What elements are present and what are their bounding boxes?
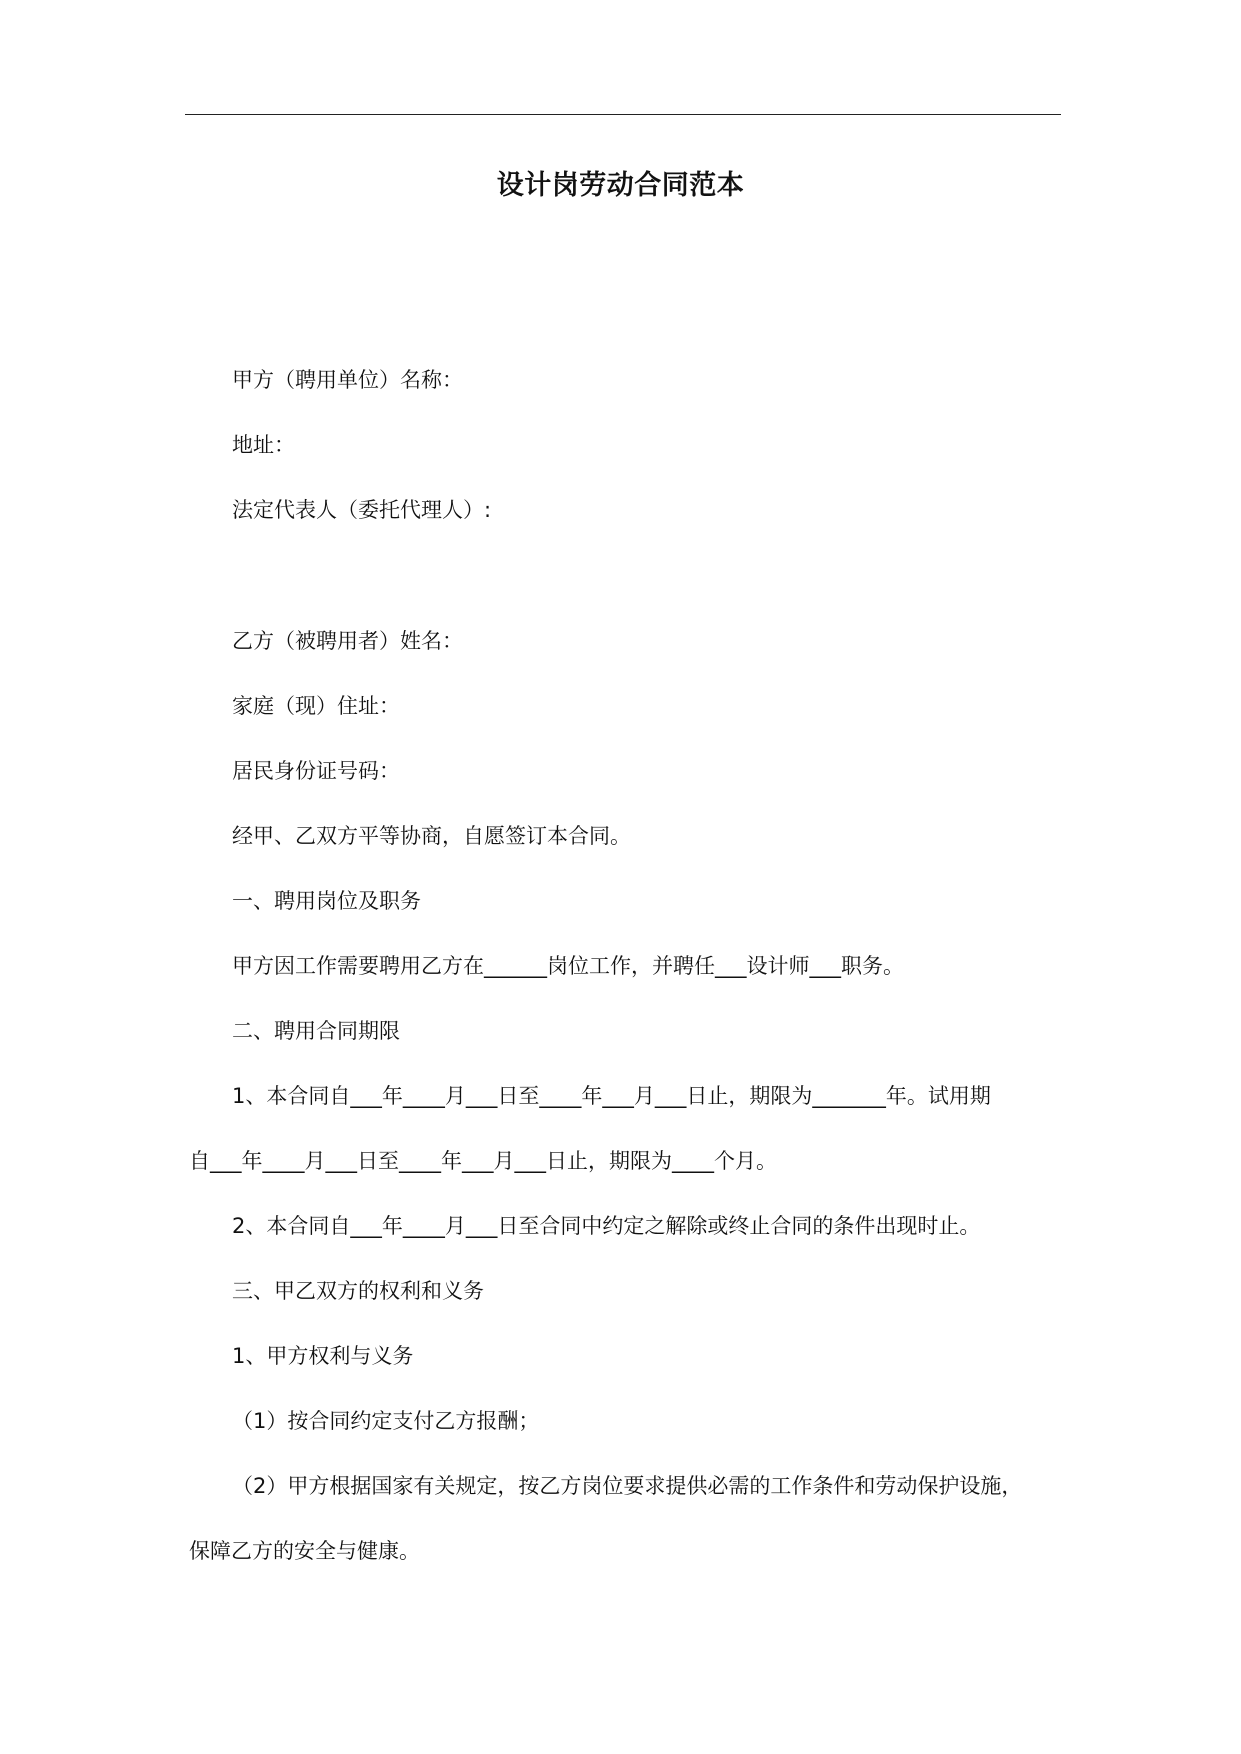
document-title: 设计岗劳动合同范本 (496, 170, 745, 201)
party-a-address-line: 地址： (232, 433, 295, 457)
section-heading-1: 一、聘用岗位及职务 (232, 889, 421, 913)
agreement-statement: 经甲、乙双方平等协商，自愿签订本合同。 (232, 824, 631, 848)
term-clause-1-line-1: 1、本合同自___年____月___日至____年___月___日止，期限为_______年。试用期 (232, 1084, 991, 1108)
header-rule (185, 114, 1061, 115)
party-a-obligation-1: （1）按合同约定支付乙方报酬； (232, 1409, 540, 1433)
party-a-name-line: 甲方（聘用单位）名称： (232, 368, 463, 392)
section-heading-3: 三、甲乙双方的权利和义务 (232, 1279, 484, 1303)
section-heading-2: 二、聘用合同期限 (232, 1019, 400, 1043)
party-a-representative-line: 法定代表人（委托代理人）: (232, 498, 492, 522)
party-a-obligation-2-line-1: （2）甲方根据国家有关规定，按乙方岗位要求提供必需的工作条件和劳动保护设施， (232, 1474, 1023, 1498)
party-a-obligation-2-line-2: 保障乙方的安全与健康。 (189, 1539, 420, 1563)
section-1-paragraph: 甲方因工作需要聘用乙方在______岗位工作，并聘任___设计师___职务。 (232, 954, 904, 978)
term-clause-1-line-2: 自___年____月___日至____年___月___日止，期限为____个月。 (189, 1149, 777, 1173)
term-clause-2: 2、本合同自___年____月___日至合同中约定之解除或终止合同的条件出现时止。 (232, 1214, 981, 1238)
subsection-heading-party-a: 1、甲方权利与义务 (232, 1344, 414, 1368)
party-b-id-line: 居民身份证号码： (232, 759, 400, 783)
party-b-name-line: 乙方（被聘用者）姓名： (232, 629, 463, 653)
party-b-address-line: 家庭（现）住址： (232, 694, 400, 718)
